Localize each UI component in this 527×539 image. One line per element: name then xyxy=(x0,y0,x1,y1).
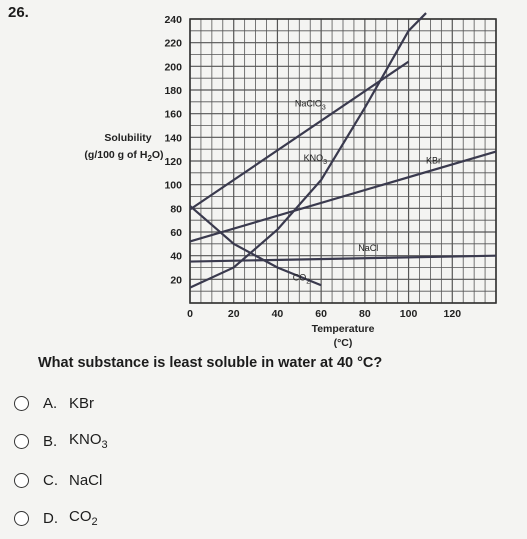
option-letter: B. xyxy=(43,432,58,450)
x-tick-label: 120 xyxy=(443,308,462,320)
radio-button[interactable] xyxy=(14,434,29,449)
x-tick-label: 80 xyxy=(359,308,371,320)
option-text: $KNO_3$ xyxy=(69,431,108,451)
x-tick-label: 20 xyxy=(227,308,240,320)
x-tick-label: 0 xyxy=(187,308,193,320)
answer-option-3[interactable] xyxy=(14,468,102,492)
y-tick-label: 160 xyxy=(164,108,182,121)
y-axis-label-units: (g/100 g of $H_2O$) xyxy=(84,149,164,163)
series-label-KBr: KBr xyxy=(426,155,442,166)
option-letter: C. xyxy=(43,471,58,489)
y-tick-label: 220 xyxy=(164,37,182,50)
y-tick-label: 60 xyxy=(170,227,182,239)
series-label-NaCl: NaCl xyxy=(358,242,379,253)
radio-button[interactable] xyxy=(14,396,29,411)
question-number: 26. xyxy=(8,4,29,21)
radio-button[interactable] xyxy=(14,511,29,526)
option-letter: D. xyxy=(43,509,58,527)
x-tick-label: 60 xyxy=(315,308,327,320)
series-label-NaClO3: NaClO$_3$ xyxy=(294,98,326,112)
y-tick-label: 20 xyxy=(170,274,182,287)
y-tick-label: 240 xyxy=(164,14,182,26)
series-label-KNO3: $KNO_3$ xyxy=(303,153,328,166)
option-text: KBr xyxy=(69,394,95,412)
series-label-CO2: $CO_2$ xyxy=(292,272,311,286)
answer-option-2[interactable] xyxy=(14,429,108,453)
answer-option-1[interactable] xyxy=(14,391,94,415)
y-tick-label: 40 xyxy=(170,250,182,263)
question-text: What substance is least soluble in water at 40 °C? xyxy=(38,355,383,371)
y-tick-label: 180 xyxy=(164,85,182,97)
y-tick-label: 140 xyxy=(164,132,182,145)
answer-option-4[interactable] xyxy=(14,506,98,530)
y-tick-label: 120 xyxy=(164,156,182,168)
option-text: $CO_2$ xyxy=(69,508,98,528)
radio-button[interactable] xyxy=(14,473,29,488)
option-text: NaCl xyxy=(69,471,103,489)
y-tick-label: 80 xyxy=(170,203,182,216)
x-axis-label: Temperature xyxy=(311,323,375,335)
option-letter: A. xyxy=(43,394,58,412)
y-axis-label: Solubility xyxy=(104,132,152,144)
y-tick-label: 200 xyxy=(164,61,182,74)
x-tick-label: 100 xyxy=(399,308,418,320)
y-tick-label: 100 xyxy=(164,179,182,192)
x-tick-label: 40 xyxy=(271,308,284,320)
x-axis-label-units: (°C) xyxy=(333,337,353,349)
